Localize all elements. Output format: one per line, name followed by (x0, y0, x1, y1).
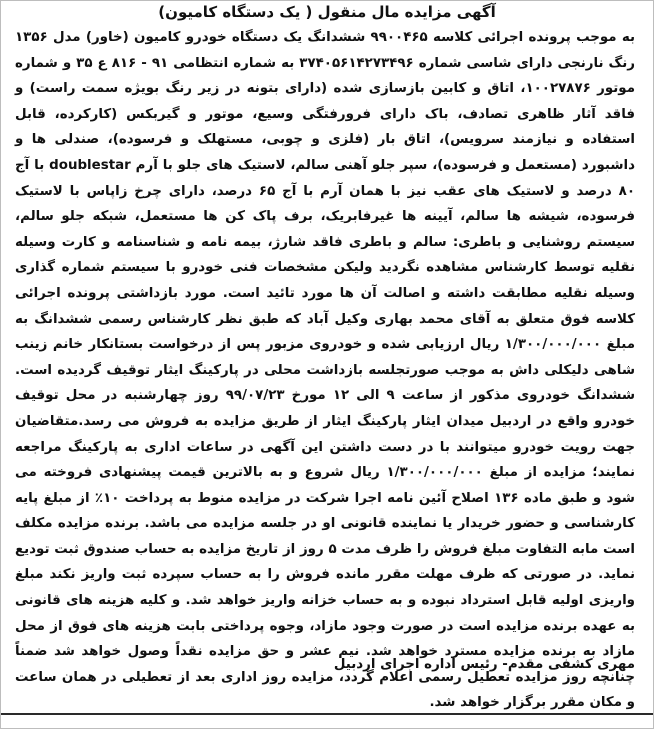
notice-signature: مهری کشفی مقدم- رئیس اداره اجرای اردبیل (333, 657, 635, 672)
bottom-divider (1, 713, 653, 715)
notice-body: به موجب پرونده اجرائی کلاسه ۹۹۰۰۴۶۵ ششدانگ یک دستگاه خودرو کامیون (خاور) مدل ۱۳۵۶ رنگ نارنجی دارای شاسی شماره ۳۷۴۰۵۶۱۴۲۷۳۴۹۶ به شماره انتظامی ۹۱ - ۸۱۶ ع ۳۵ و شماره موتور ۱۰۰۲۷۸۷۶، اتاق و کابین بازسازی شده (دارای بتونه در زیر رنگ بویژه سمت راست) و فاقد آثار ظاهری تصادف، باک دارای فرورفتگی وسیع، موتور و گیربکس (کارکرده، قابل استفاده و نیازمند سرویس)، اتاق بار (فلزی و چوبی، مستهلک و فرسوده)، صندلی ها و داشبورد (مستعمل و فرسوده)، سپر جلو آهنی سالم، لاستیک های جلو با آرم doublestar با آج ۸۰ درصد و لاستیک های عقب نیز با همان آرم با آج ۶۵ درصد، دارای چرخ زاپاس با لاستیک فرسوده، شیشه ها سالم، آیینه ها غیرفابریک، برف پاک کن ها مستعمل، شبکه جلو سالم، سیستم روشنایی و باطری: سالم و باطری فاقد شارژ، بیمه نامه و شناسنامه و کارت وسیله نقلیه توسط کارشناس مشاهده نگردید ولیکن مشخصات فنی خودرو با سیستم شماره گذاری وسیله نقلیه مطابقت داشته و اصالت آن ها مورد تائید است. مورد بازداشتی پرونده اجرائی کلاسه فوق متعلق به آقای محمد بهاری وکیل آباد که طبق نظر کارشناس رسمی ششدانگ به مبلغ ۱/۳۰۰/۰۰۰/۰۰۰ ریال ارزیابی شده و خودروی مزبور پس از درخواست بستانکار خانم زینب شاهی دلیکلی داش به موجب صورتجلسه بازداشت محلی در پارکینگ ایثار توقیف گردیده است. ششدانگ خودروی مذکور از ساعت ۹ الی ۱۲ مورخ ۹۹/۰۷/۲۳ روز چهارشنبه در محل توقیف خودرو واقع در اردبیل میدان ایثار پارکینگ ایثار از طریق مزایده به فروش می رسد.متقاضیان جهت رویت خودرو میتوانند با در دست داشتن این آگهی در ساعات اداری به پارکینگ مراجعه نمایند؛ مزایده از مبلغ ۱/۳۰۰/۰۰۰/۰۰۰ ریال شروع و به بالاترین قیمت پیشنهادی فروخته می شود و طبق ماده ۱۳۶ اصلاح آئین نامه اجرا شرکت در مزایده منوط به پرداخت ۱۰٪ از مبلغ پایه کارشناسی و حضور خریدار یا نماینده قانونی او در جلسه مزایده می باشد. برنده مزایده مکلف است مابه التفاوت مبلغ فروش را ظرف مدت ۵ روز از تاریخ مزایده به حساب صندوق ثبت تودیع نماید. در صورتی که ظرف مهلت مقرر مانده فروش را به حساب سپرده ثبت واریز نکند مبلغ واریزی اولیه قابل استرداد نبوده و به حساب خزانه واریز خواهد شد. و کلیه هزینه های قانونی به عهده برنده مزایده است در صورت وجود مازاد، وجوه پرداختی بابت هزینه های فوق از محل مازاد به برنده مزایده مسترد خواهد شد. نیم عشر و حق مزایده نقداً وصول خواهد شد ضمناً چنانچه روز مزایده تعطیل رسمی اعلام گردد، مزایده روز اداری بعد از تعطیلی در همان ساعت و مکان مقرر برگزار خواهد شد. (15, 30, 636, 711)
notice-title: آگهی مزایده مال منقول ( یک دستگاه کامیون) (158, 3, 496, 21)
